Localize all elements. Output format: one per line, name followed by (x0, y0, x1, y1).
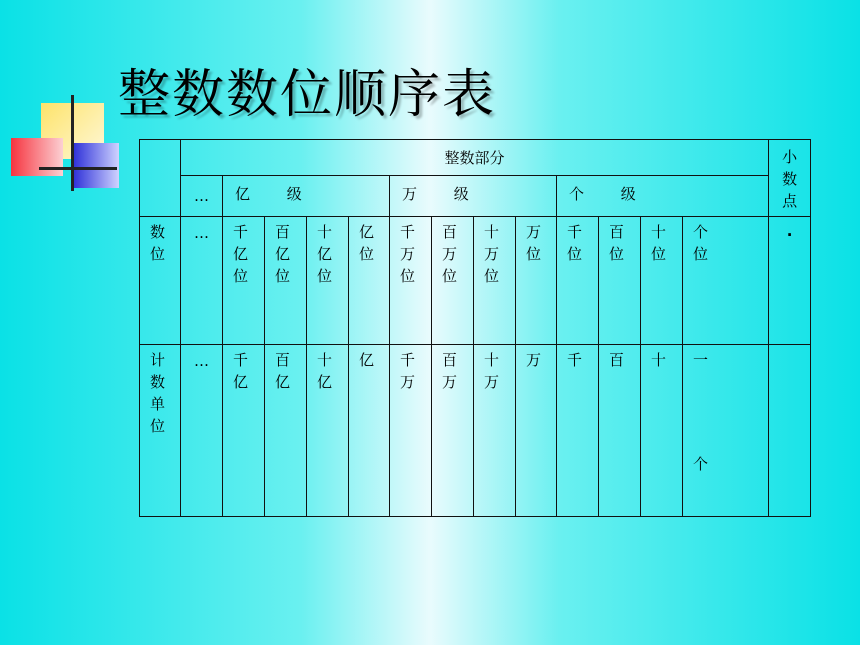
decimal-point-header (769, 140, 811, 217)
unit-cell: 百亿 (265, 344, 307, 516)
place-cell: 亿位 (349, 217, 390, 344)
row-label-place: 数位 (140, 217, 181, 344)
unit-cell: 万 (516, 344, 557, 516)
group-ge: 个 级 (557, 176, 769, 217)
place-cell: 千亿位 (223, 217, 265, 344)
unit-cell: 千亿 (223, 344, 265, 516)
group-wan: 万 级 (390, 176, 557, 217)
place-cell: 十位 (641, 217, 683, 344)
page-title: 整数数位顺序表 (118, 65, 497, 125)
row-label-unit: 计数单位 (140, 344, 181, 516)
decor-red-square (11, 138, 63, 176)
place-cell: 百位 (599, 217, 641, 344)
unit-cell: 百万 (432, 344, 474, 516)
unit-cell: 十亿 (307, 344, 349, 516)
place-cell: 个位 (683, 217, 769, 344)
decor-blue-square (73, 143, 119, 188)
unit-cell: 千 (557, 344, 599, 516)
place-cell: 百万位 (432, 217, 474, 344)
place-cell: 十万位 (474, 217, 516, 344)
place-cell: 百亿位 (265, 217, 307, 344)
unit-cell: 十万 (474, 344, 516, 516)
place-cell: 千万位 (390, 217, 432, 344)
place-cell: 万位 (516, 217, 557, 344)
unit-cell: 千万 (390, 344, 432, 516)
unit-cell: 十 (641, 344, 683, 516)
decor-vertical-line (71, 95, 74, 191)
place-cell: 千位 (557, 217, 599, 344)
decor-horizontal-line (39, 167, 117, 170)
unit-ellipsis: … (181, 344, 223, 516)
decimal-point-header-label: 小数点 (782, 148, 798, 210)
group-yi: 亿 级 (223, 176, 390, 217)
place-value-table (139, 139, 811, 517)
corner-cell (140, 140, 181, 217)
group-ellipsis: … (181, 176, 223, 217)
unit-cell: 百 (599, 344, 641, 516)
decimal-point-mark: . (769, 217, 811, 344)
unit-decimal-empty (769, 344, 811, 516)
integer-part-header: 整数部分 (181, 140, 769, 176)
place-ellipsis: … (181, 217, 223, 344)
unit-cell: 亿 (349, 344, 390, 516)
unit-cell-one: 一 个 (683, 344, 769, 516)
place-cell: 十亿位 (307, 217, 349, 344)
